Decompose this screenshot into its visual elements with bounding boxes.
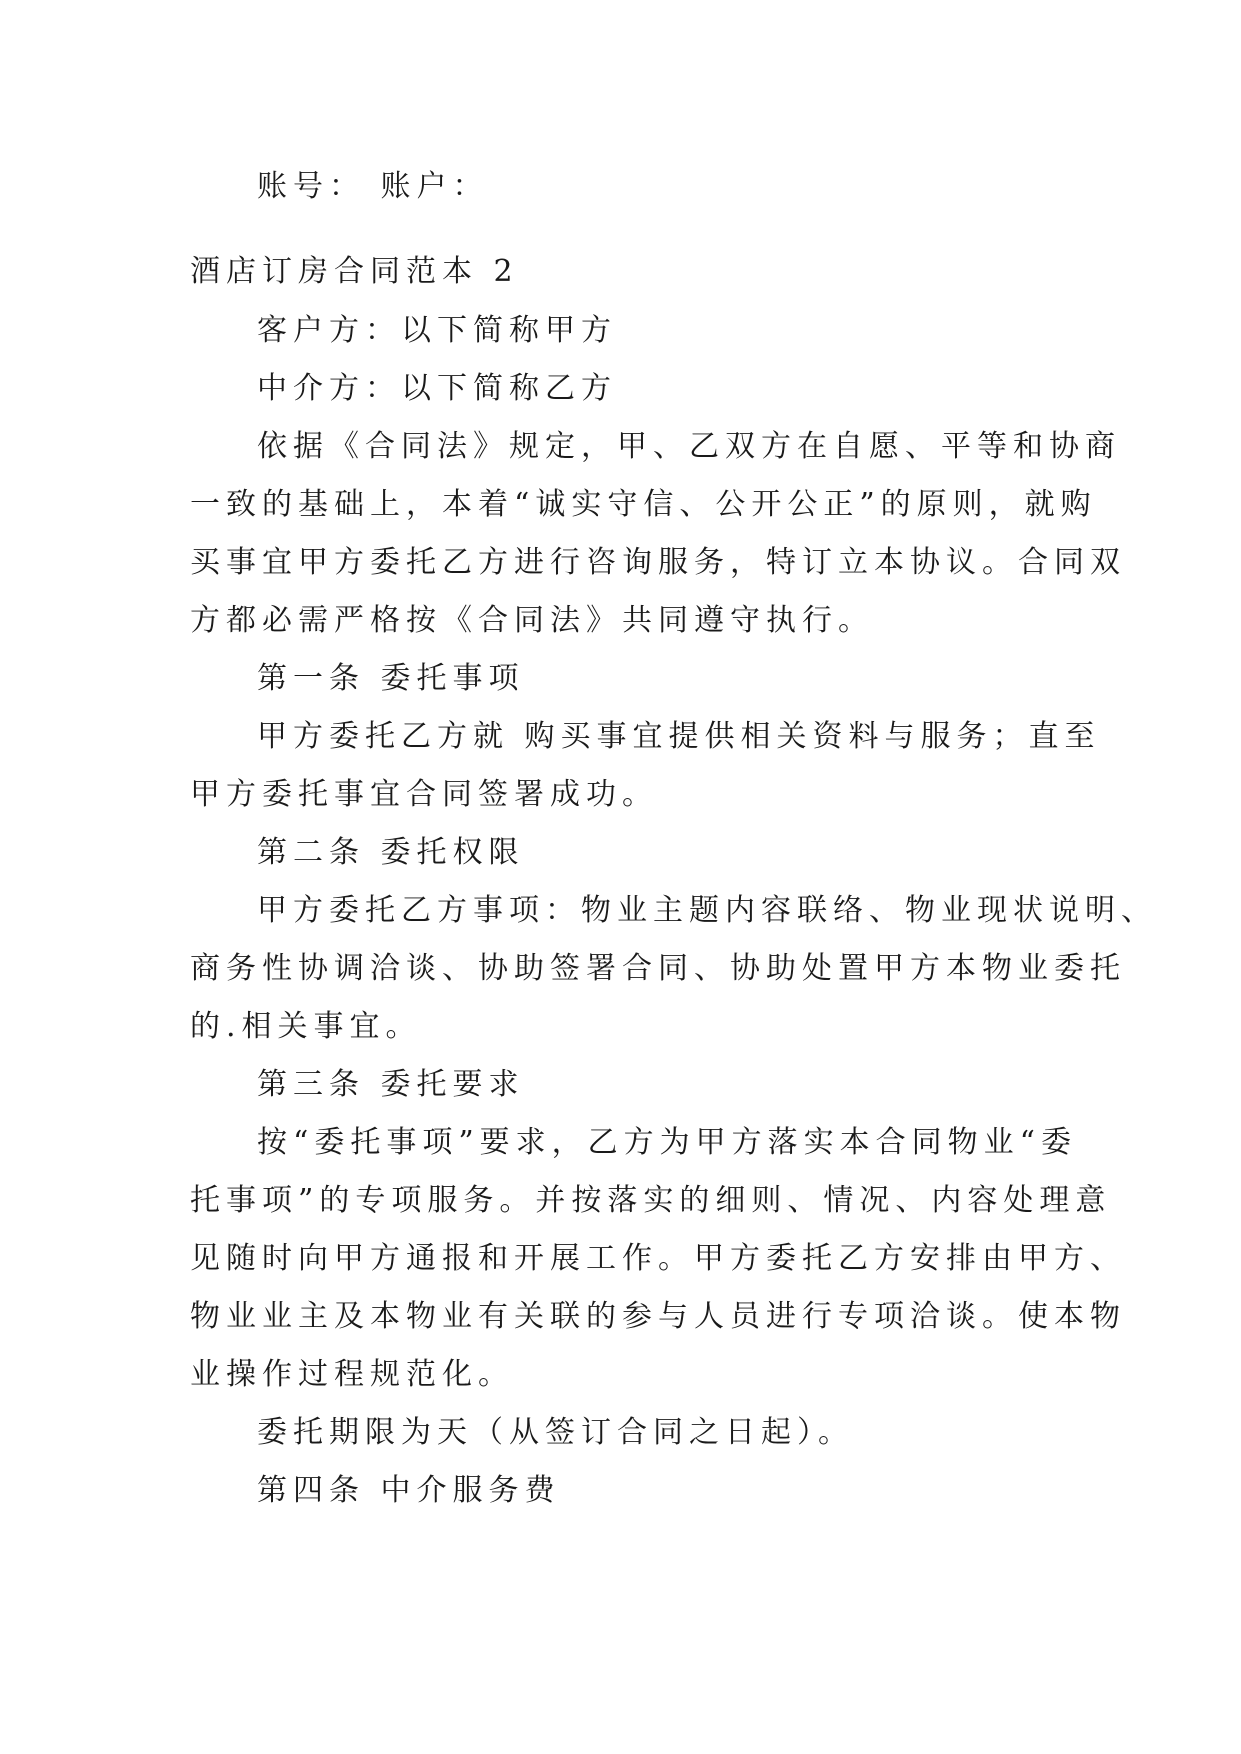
paragraph-line: 方都必需严格按《合同法》共同遵守执行。 [190,603,874,638]
paragraph-line: 甲方委托事宜合同签署成功。 [190,777,658,812]
agent-party-line: 中介方：以下简称乙方 [257,371,617,406]
paragraph-line: 托事项”的专项服务。并按落实的细则、情况、内容处理意 [190,1183,1112,1218]
paragraph-line: 的.相关事宜。 [190,1009,422,1044]
paragraph-line: 买事宜甲方委托乙方进行咨询服务，特订立本协议。合同双 [190,545,1126,580]
paragraph-line: 按“委托事项”要求，乙方为甲方落实本合同物业“委 [257,1125,1078,1160]
article-heading: 第一条 委托事项 [257,661,525,696]
paragraph-line: 见随时向甲方通报和开展工作。甲方委托乙方安排由甲方、 [190,1241,1126,1276]
account-line: 账号： 账户： [257,169,489,204]
paragraph-line: 甲方委托乙方就 购买事宜提供相关资料与服务；直至 [257,719,1101,754]
article-heading: 第三条 委托要求 [257,1067,525,1102]
article-heading: 第二条 委托权限 [257,835,525,870]
paragraph-line: 物业业主及本物业有关联的参与人员进行专项洽谈。使本物 [190,1299,1126,1334]
paragraph-line: 甲方委托乙方事项：物业主题内容联络、物业现状说明、 [257,893,1157,928]
article-heading: 第四条 中介服务费 [257,1473,561,1508]
paragraph-line: 商务性协调洽谈、协助签署合同、协助处置甲方本物业委托 [190,951,1126,986]
paragraph-line: 委托期限为天（从签订合同之日起）。 [257,1415,854,1450]
section-title: 酒店订房合同范本 2 [190,254,519,289]
paragraph-line: 一致的基础上，本着“诚实守信、公开公正”的原则，就购 [190,487,1097,522]
paragraph-line: 依据《合同法》规定，甲、乙双方在自愿、平等和协商 [257,429,1121,464]
client-party-line: 客户方：以下简称甲方 [257,313,617,348]
paragraph-line: 业操作过程规范化。 [190,1357,514,1392]
